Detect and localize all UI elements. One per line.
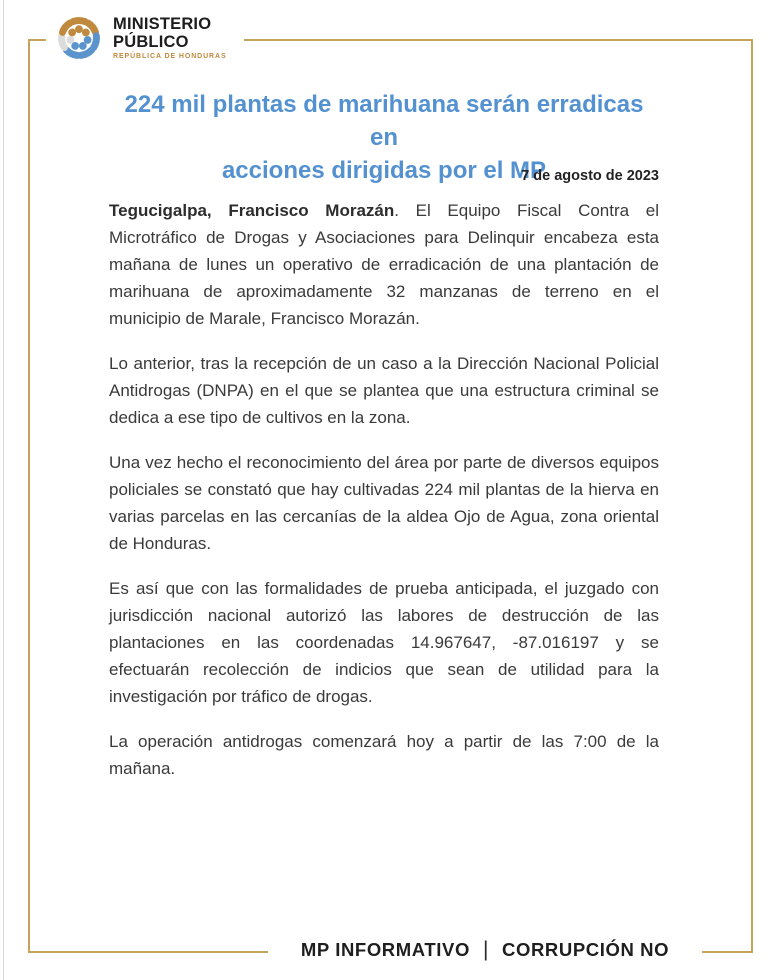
footer-banner: [268, 929, 702, 971]
article-title-line2: acciones dirigidas por el MP: [221, 157, 547, 184]
page-edge-line: [3, 0, 4, 980]
paragraph-text: Es así que con las formalidades de prueba anticipada, el juzgado con jurisdicción nacional autorizó las labores de destrucción de las plantaciones en las coordenadas 14.967647, -87.016197 y se efectuarán recolección de indicios que sean de utilidad para la investigación por tráfico de drogas.: [109, 579, 659, 706]
article-date: 7 de agosto de 2023: [521, 168, 659, 184]
paragraph-text: Una vez hecho el reconocimiento del área por parte de diversos equipos policiales se constató que hay cultivadas 224 mil plantas de la hierva en varias parcelas en las cercanías de la aldea Ojo de Agua, zona oriental de Honduras.: [109, 453, 659, 553]
paragraph-text: . El Equipo Fiscal Contra el Microtráfico de Drogas y Asociaciones para Delinquir encabeza esta mañana de lunes un operativo de erradicación de una plantación de marihuana de aproximadamente 32 manzanas de terreno en el municipio de Marale, Francisco Morazán.: [109, 201, 659, 328]
logo-wordmark: [113, 16, 227, 60]
logo-subtitle: REPÚBLICA DE HONDURAS: [113, 53, 227, 60]
footer-left-label: MP INFORMATIVO: [300, 939, 470, 960]
article-title-line1: 224 mil plantas de marihuana serán erradicas en: [124, 91, 644, 151]
article-body: [109, 197, 659, 800]
logo-name-line2: PÚBLICO: [113, 32, 189, 51]
article-paragraph: [109, 728, 659, 782]
article-paragraph: [109, 197, 659, 332]
paragraph-text: Lo anterior, tras la recepción de un caso a la Dirección Nacional Policial Antidrogas (DNPA) en el que se plantea que una estructura criminal se dedica a ese tipo de cultivos en la zona.: [109, 354, 659, 427]
ministerio-publico-logo: [46, 6, 244, 70]
footer-separator: |: [482, 938, 489, 961]
article-paragraph: [109, 575, 659, 710]
paragraph-text: La operación antidrogas comenzará hoy a partir de las 7:00 de la mañana.: [109, 732, 659, 778]
footer-right-label: CORRUPCIÓN NO: [502, 939, 670, 960]
article-paragraph: [109, 350, 659, 431]
logo-name-line1: MINISTERIO: [113, 15, 212, 33]
logo-emblem-icon: [54, 13, 104, 63]
article-paragraph: [109, 449, 659, 557]
paragraph-lead-bold: Tegucigalpa, Francisco Morazán: [109, 201, 395, 220]
